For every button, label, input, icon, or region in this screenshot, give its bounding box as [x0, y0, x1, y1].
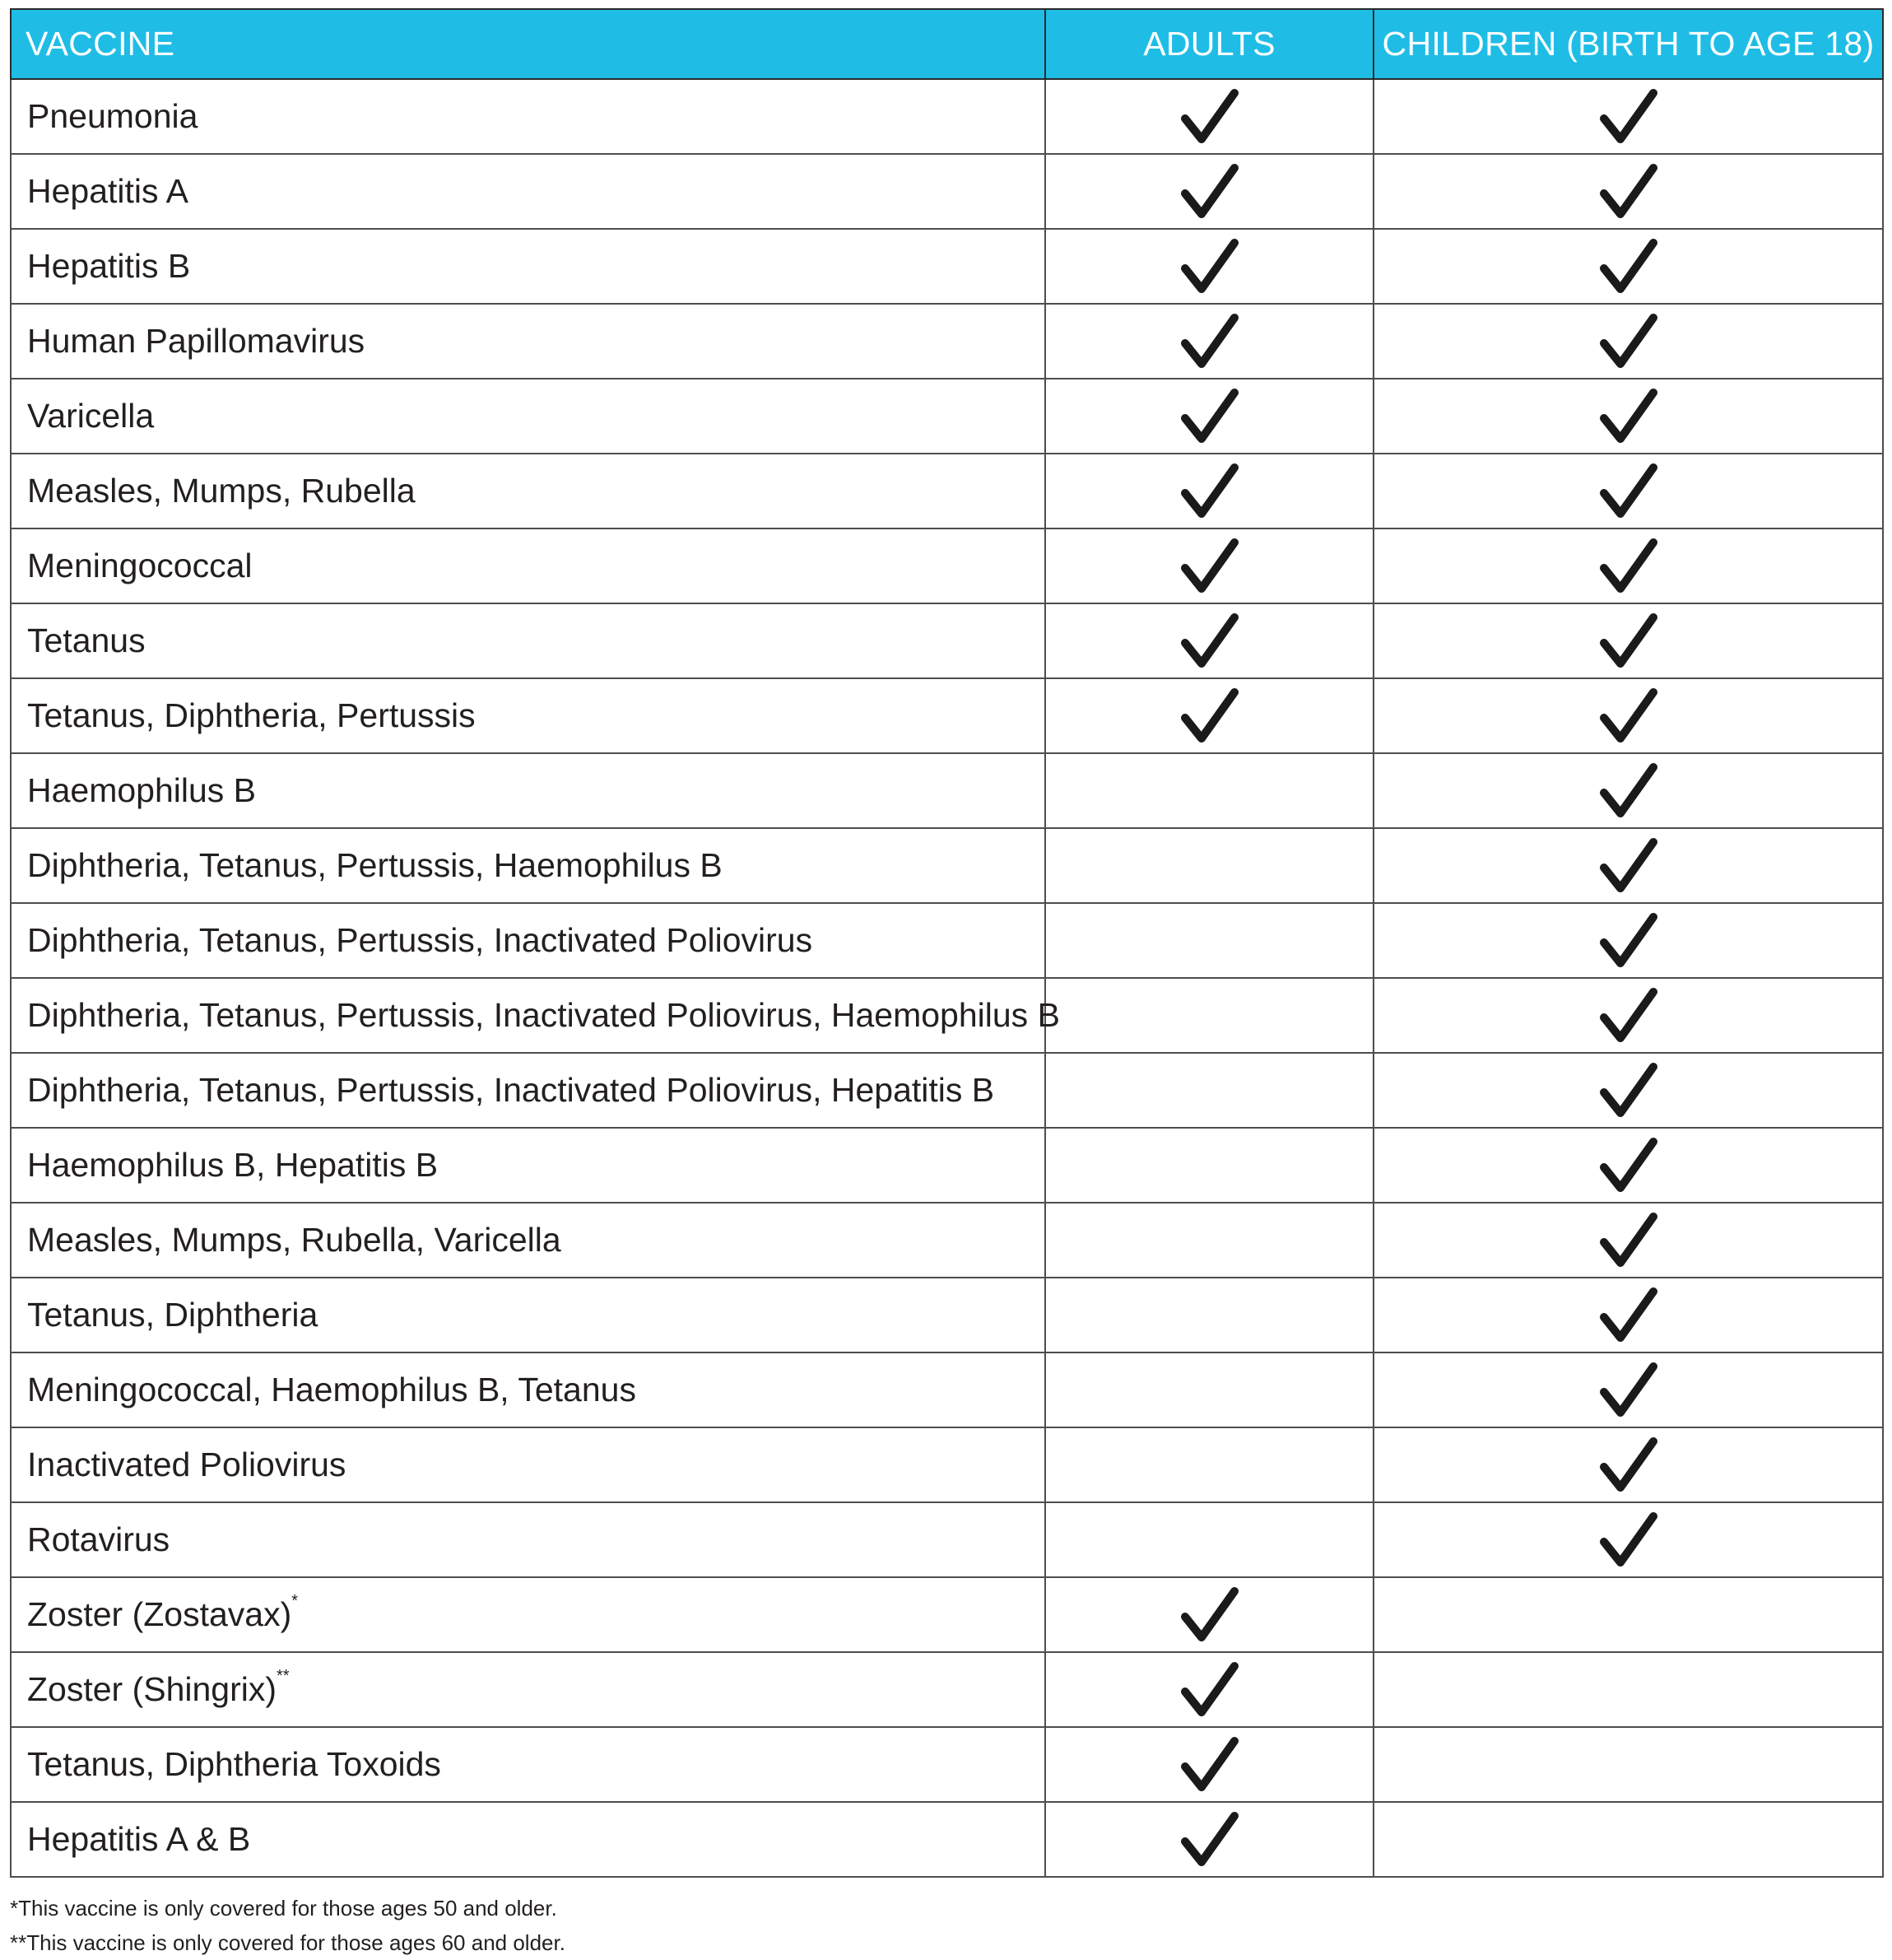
checkmark-icon — [1180, 311, 1239, 372]
table-row — [11, 1278, 1883, 1352]
vaccine-name: Measles, Mumps, Rubella, Varicella — [27, 1221, 561, 1259]
table-row — [11, 304, 1883, 379]
table-header-row — [11, 9, 1883, 79]
vaccine-name: Diphtheria, Tetanus, Pertussis, Inactivated Poliovirus — [27, 921, 813, 959]
vaccine-name: Hepatitis A — [27, 172, 188, 210]
checkmark-icon — [1180, 686, 1239, 747]
vaccine-name-cell — [11, 978, 1060, 1053]
footnote-marker: ** — [277, 1667, 290, 1685]
table-row — [11, 1203, 1883, 1278]
vaccine-name: Pneumonia — [27, 97, 198, 135]
adults-coverage-cell — [1045, 678, 1374, 753]
children-coverage-cell — [1374, 304, 1883, 379]
vaccine-name-cell — [11, 903, 1045, 978]
children-coverage-cell — [1374, 753, 1883, 828]
checkmark-icon — [1599, 311, 1658, 372]
footnote-shingrix: **This vaccine is only covered for those ages 60 and older. — [10, 1930, 565, 1955]
children-coverage-cell — [1374, 528, 1883, 603]
adults-coverage-cell — [1045, 1502, 1374, 1577]
table-row — [11, 828, 1883, 903]
checkmark-icon — [1180, 161, 1239, 222]
adults-coverage-cell — [1045, 154, 1374, 229]
vaccine-name-cell — [11, 379, 1045, 454]
table-row — [11, 603, 1883, 678]
table-row — [11, 1577, 1883, 1652]
vaccine-name: Meningococcal — [27, 547, 253, 584]
checkmark-icon — [1599, 910, 1658, 971]
adults-coverage-cell — [1045, 1652, 1374, 1727]
checkmark-icon — [1599, 1210, 1658, 1271]
checkmark-icon — [1599, 536, 1658, 597]
vaccine-name: Tetanus — [27, 622, 146, 659]
header-children: CHILDREN (BIRTH TO AGE 18) — [1374, 9, 1883, 79]
adults-coverage-cell — [1045, 304, 1374, 379]
checkmark-icon — [1599, 985, 1658, 1046]
vaccine-name: Measles, Mumps, Rubella — [27, 472, 416, 510]
table-row — [11, 1427, 1883, 1502]
adults-coverage-cell — [1045, 454, 1374, 528]
children-coverage-cell — [1374, 1502, 1883, 1577]
table-row — [11, 229, 1883, 304]
children-coverage-cell — [1374, 1652, 1883, 1727]
adults-coverage-cell — [1045, 379, 1374, 454]
children-coverage-cell — [1374, 379, 1883, 454]
checkmark-icon — [1599, 611, 1658, 672]
children-coverage-cell — [1374, 1802, 1883, 1877]
vaccine-name-cell — [11, 1577, 1045, 1652]
children-coverage-cell — [1374, 1278, 1883, 1352]
adults-coverage-cell — [1045, 978, 1374, 1053]
checkmark-icon — [1180, 236, 1239, 297]
adults-coverage-cell — [1045, 79, 1374, 154]
checkmark-icon — [1599, 686, 1658, 747]
vaccine-name-cell — [11, 1053, 1045, 1128]
adults-coverage-cell — [1045, 903, 1374, 978]
vaccine-name-cell — [11, 1802, 1045, 1877]
vaccine-name: Hepatitis A & B — [27, 1820, 251, 1858]
vaccine-name: Zoster (Shingrix) — [27, 1670, 277, 1708]
adults-coverage-cell — [1045, 229, 1374, 304]
children-coverage-cell — [1374, 229, 1883, 304]
checkmark-icon — [1180, 461, 1239, 522]
checkmark-icon — [1599, 761, 1658, 822]
table-row — [11, 903, 1883, 978]
checkmark-icon — [1180, 1660, 1239, 1720]
vaccine-name: Tetanus, Diphtheria — [27, 1296, 318, 1334]
vaccine-name: Zoster (Zostavax) — [27, 1595, 292, 1633]
vaccine-name-cell — [11, 1652, 1045, 1727]
adults-coverage-cell — [1045, 1128, 1374, 1203]
vaccine-name-cell — [11, 1427, 1045, 1502]
children-coverage-cell — [1374, 1128, 1883, 1203]
adults-coverage-cell — [1045, 1352, 1374, 1427]
checkmark-icon — [1180, 1809, 1239, 1870]
table-row — [11, 678, 1883, 753]
vaccine-name-cell — [11, 753, 1045, 828]
adults-coverage-cell — [1045, 1053, 1374, 1128]
vaccine-coverage-table-container — [10, 8, 1882, 1878]
table-row — [11, 753, 1883, 828]
vaccine-name: Inactivated Poliovirus — [27, 1446, 346, 1483]
table-row — [11, 1727, 1883, 1802]
checkmark-icon — [1599, 1510, 1658, 1571]
vaccine-name-cell — [11, 1278, 1045, 1352]
table-row — [11, 1802, 1883, 1877]
checkmark-icon — [1599, 1285, 1658, 1346]
vaccine-name: Diphtheria, Tetanus, Pertussis, Inactivated Poliovirus, Hepatitis B — [27, 1071, 995, 1109]
table-body — [11, 79, 1883, 1877]
adults-coverage-cell — [1045, 1203, 1374, 1278]
vaccine-name-cell — [11, 1203, 1045, 1278]
adults-coverage-cell — [1045, 1727, 1374, 1802]
vaccine-name: Varicella — [27, 397, 155, 435]
vaccine-name: Haemophilus B, Hepatitis B — [27, 1146, 439, 1184]
header-vaccine: VACCINE — [11, 9, 1045, 79]
checkmark-icon — [1599, 1435, 1658, 1496]
adults-coverage-cell — [1045, 1427, 1374, 1502]
checkmark-icon — [1599, 386, 1658, 447]
vaccine-name-cell — [11, 528, 1045, 603]
checkmark-icon — [1599, 236, 1658, 297]
vaccine-name-cell — [11, 1727, 1045, 1802]
footnotes — [10, 1891, 565, 1960]
checkmark-icon — [1599, 86, 1658, 147]
vaccine-name: Haemophilus B — [27, 771, 257, 809]
vaccine-name-cell — [11, 304, 1045, 379]
checkmark-icon — [1599, 461, 1658, 522]
children-coverage-cell — [1374, 903, 1883, 978]
children-coverage-cell — [1374, 603, 1883, 678]
children-coverage-cell — [1374, 454, 1883, 528]
header-adults: ADULTS — [1045, 9, 1374, 79]
children-coverage-cell — [1374, 1577, 1883, 1652]
vaccine-name: Tetanus, Diphtheria Toxoids — [27, 1745, 441, 1783]
table-row — [11, 528, 1883, 603]
vaccine-name-cell — [11, 1128, 1045, 1203]
children-coverage-cell — [1374, 828, 1883, 903]
vaccine-name-cell — [11, 79, 1045, 154]
table-row — [11, 978, 1883, 1053]
vaccine-name: Rotavirus — [27, 1520, 170, 1558]
children-coverage-cell — [1374, 678, 1883, 753]
adults-coverage-cell — [1045, 1802, 1374, 1877]
checkmark-icon — [1180, 536, 1239, 597]
children-coverage-cell — [1374, 1727, 1883, 1802]
vaccine-name-cell — [11, 154, 1045, 229]
vaccine-name-cell — [11, 1352, 1045, 1427]
checkmark-icon — [1599, 1135, 1658, 1196]
children-coverage-cell — [1374, 978, 1883, 1053]
footnote-marker: * — [291, 1592, 299, 1610]
table-row — [11, 154, 1883, 229]
table-row — [11, 1502, 1883, 1577]
table-row — [11, 1053, 1883, 1128]
checkmark-icon — [1599, 1360, 1658, 1421]
adults-coverage-cell — [1045, 1577, 1374, 1652]
adults-coverage-cell — [1045, 828, 1374, 903]
children-coverage-cell — [1374, 1053, 1883, 1128]
checkmark-icon — [1180, 1585, 1239, 1646]
vaccine-name: Hepatitis B — [27, 247, 191, 285]
vaccine-name-cell — [11, 603, 1045, 678]
children-coverage-cell — [1374, 1352, 1883, 1427]
adults-coverage-cell — [1045, 603, 1374, 678]
vaccine-name-cell — [11, 828, 1045, 903]
vaccine-name-cell — [11, 454, 1045, 528]
checkmark-icon — [1599, 836, 1658, 896]
children-coverage-cell — [1374, 154, 1883, 229]
table-row — [11, 379, 1883, 454]
adults-coverage-cell — [1045, 528, 1374, 603]
vaccine-name-cell — [11, 1502, 1045, 1577]
vaccine-name: Tetanus, Diphtheria, Pertussis — [27, 696, 476, 734]
table-row — [11, 1652, 1883, 1727]
children-coverage-cell — [1374, 1427, 1883, 1502]
checkmark-icon — [1599, 1060, 1658, 1121]
vaccine-name-cell — [11, 678, 1045, 753]
checkmark-icon — [1180, 386, 1239, 447]
children-coverage-cell — [1374, 79, 1883, 154]
checkmark-icon — [1180, 86, 1239, 147]
children-coverage-cell — [1374, 1203, 1883, 1278]
table-row — [11, 79, 1883, 154]
adults-coverage-cell — [1045, 753, 1374, 828]
vaccine-name: Meningococcal, Haemophilus B, Tetanus — [27, 1371, 636, 1408]
checkmark-icon — [1599, 161, 1658, 222]
checkmark-icon — [1180, 611, 1239, 672]
vaccine-name: Diphtheria, Tetanus, Pertussis, Inactivated Poliovirus, Haemophilus B — [27, 996, 1060, 1034]
vaccine-name: Diphtheria, Tetanus, Pertussis, Haemophilus B — [27, 846, 723, 884]
checkmark-icon — [1180, 1734, 1239, 1795]
footnote-zostavax: *This vaccine is only covered for those ages 50 and older. — [10, 1896, 557, 1920]
adults-coverage-cell — [1045, 1278, 1374, 1352]
table-row — [11, 454, 1883, 528]
table-row — [11, 1128, 1883, 1203]
vaccine-coverage-table — [10, 8, 1884, 1878]
vaccine-name: Human Papillomavirus — [27, 322, 365, 360]
table-row — [11, 1352, 1883, 1427]
vaccine-name-cell — [11, 229, 1045, 304]
